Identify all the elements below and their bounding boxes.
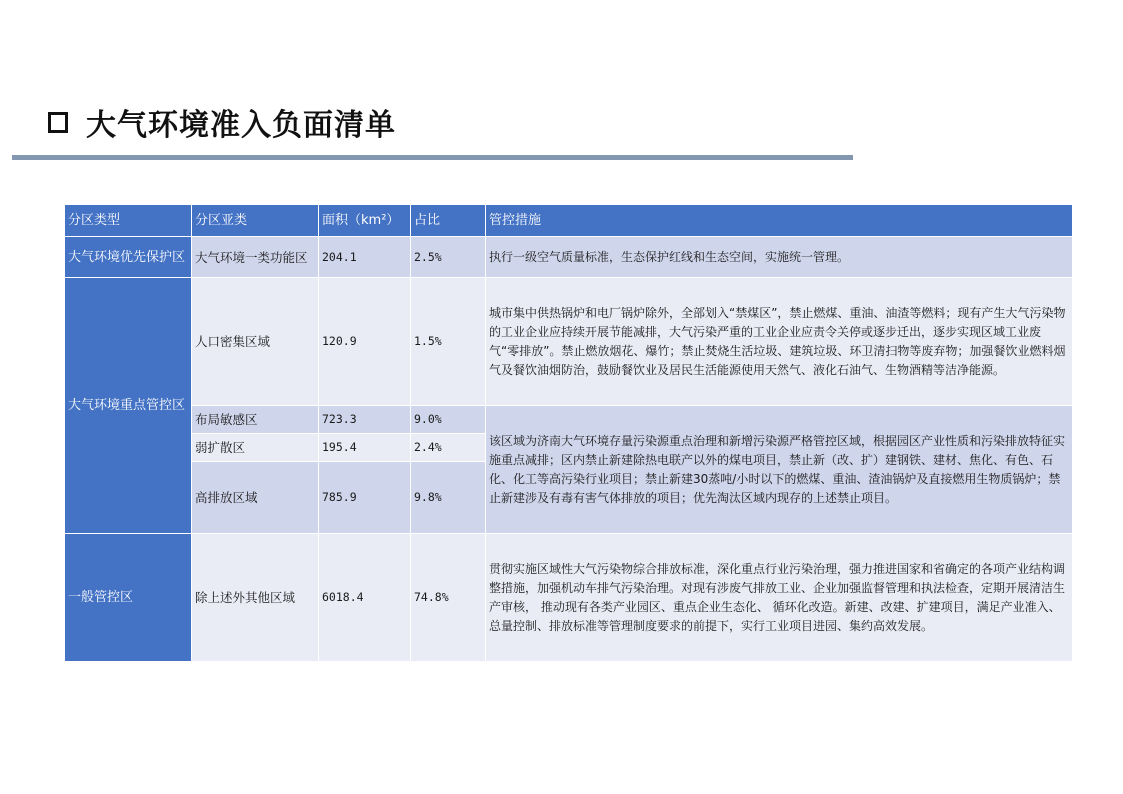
ratio-cell: 9.8% [411, 462, 486, 534]
table-row [65, 406, 1073, 434]
measure-cell: 城市集中供热锅炉和电厂锅炉除外，全部划入“禁煤区”，禁止燃煤、重油、油渣等燃料；现有产生大气污染物的工业企业应持续开展节能减排，大气污染严重的工业企业应责令关停或逐步迁出，逐步实现区域工业废气“零排放”。禁止燃放烟花、爆竹；禁止焚烧生活垃圾、建筑垃圾、环卫清扫物等废弃物；加强餐饮业燃料烟气及餐饮油烟防治，鼓励餐饮业及居民生活能源使用天然气、液化石油气、生物酒精等洁净能源。 [486, 278, 1073, 406]
subtype-cell: 除上述外其他区域 [192, 534, 319, 662]
zone-priority: 大气环境优先保护区 [65, 237, 192, 278]
header-area: 面积（km²） [319, 205, 411, 237]
page-title: 大气环境准入负面清单 [86, 108, 396, 143]
measure-cell: 执行一级空气质量标准，生态保护红线和生态空间，实施统一管理。 [486, 237, 1073, 278]
subtype-cell: 弱扩散区 [192, 434, 319, 462]
area-cell: 120.9 [319, 278, 411, 406]
measure-cell: 贯彻实施区域性大气污染物综合排放标准，深化重点行业污染治理，强力推进国家和省确定的各项产业结构调整措施，加强机动车排气污染治理。对现有涉废气排放工业、企业加强监督管理和执法检查，定期开展清洁生产审核， 推动现有各类产业园区、重点企业生态化、 循环化改造。新建、改建、扩建项目，满足产业准入、总量控制、排放标准等管理制度要求的前提下，实行工业项目进园、集约高效发展。 [486, 534, 1073, 662]
ratio-cell: 2.4% [411, 434, 486, 462]
subtype-cell: 高排放区域 [192, 462, 319, 534]
measure-cell: 该区域为济南大气环境存量污染源重点治理和新增污染源严格管控区域，根据园区产业性质和污染排放特征实施重点减排；区内禁止新建除热电联产以外的煤电项目，禁止新（改、扩）建钢铁、建材、焦化、有色、石化、化工等高污染行业项目；禁止新建30蒸吨/小时以下的燃煤、重油、渣油锅炉及直接燃用生物质锅炉；禁止新建涉及有毒有害气体排放的项目；优先淘汰区域内现存的上述禁止项目。 [486, 406, 1073, 534]
ratio-cell: 1.5% [411, 278, 486, 406]
area-cell: 785.9 [319, 462, 411, 534]
zone-general: 一般管控区 [65, 534, 192, 662]
ratio-cell: 2.5% [411, 237, 486, 278]
area-cell: 6018.4 [319, 534, 411, 662]
header-zone-type: 分区类型 [65, 205, 192, 237]
table-row [65, 237, 1073, 278]
subtype-cell: 布局敏感区 [192, 406, 319, 434]
square-bullet-icon [48, 112, 68, 133]
subtype-cell: 大气环境一类功能区 [192, 237, 319, 278]
subtype-cell: 人口密集区域 [192, 278, 319, 406]
area-cell: 195.4 [319, 434, 411, 462]
table-header-row [65, 205, 1073, 237]
header-measures: 管控措施 [486, 205, 1073, 237]
zone-key: 大气环境重点管控区 [65, 278, 192, 534]
table-row [65, 278, 1073, 406]
air-environment-table [64, 204, 1073, 662]
area-cell: 723.3 [319, 406, 411, 434]
page-title-row [48, 100, 396, 144]
header-ratio: 占比 [411, 205, 486, 237]
area-cell: 204.1 [319, 237, 411, 278]
ratio-cell: 74.8% [411, 534, 486, 662]
header-subtype: 分区亚类 [192, 205, 319, 237]
title-divider [12, 155, 853, 160]
ratio-cell: 9.0% [411, 406, 486, 434]
table-row [65, 534, 1073, 662]
